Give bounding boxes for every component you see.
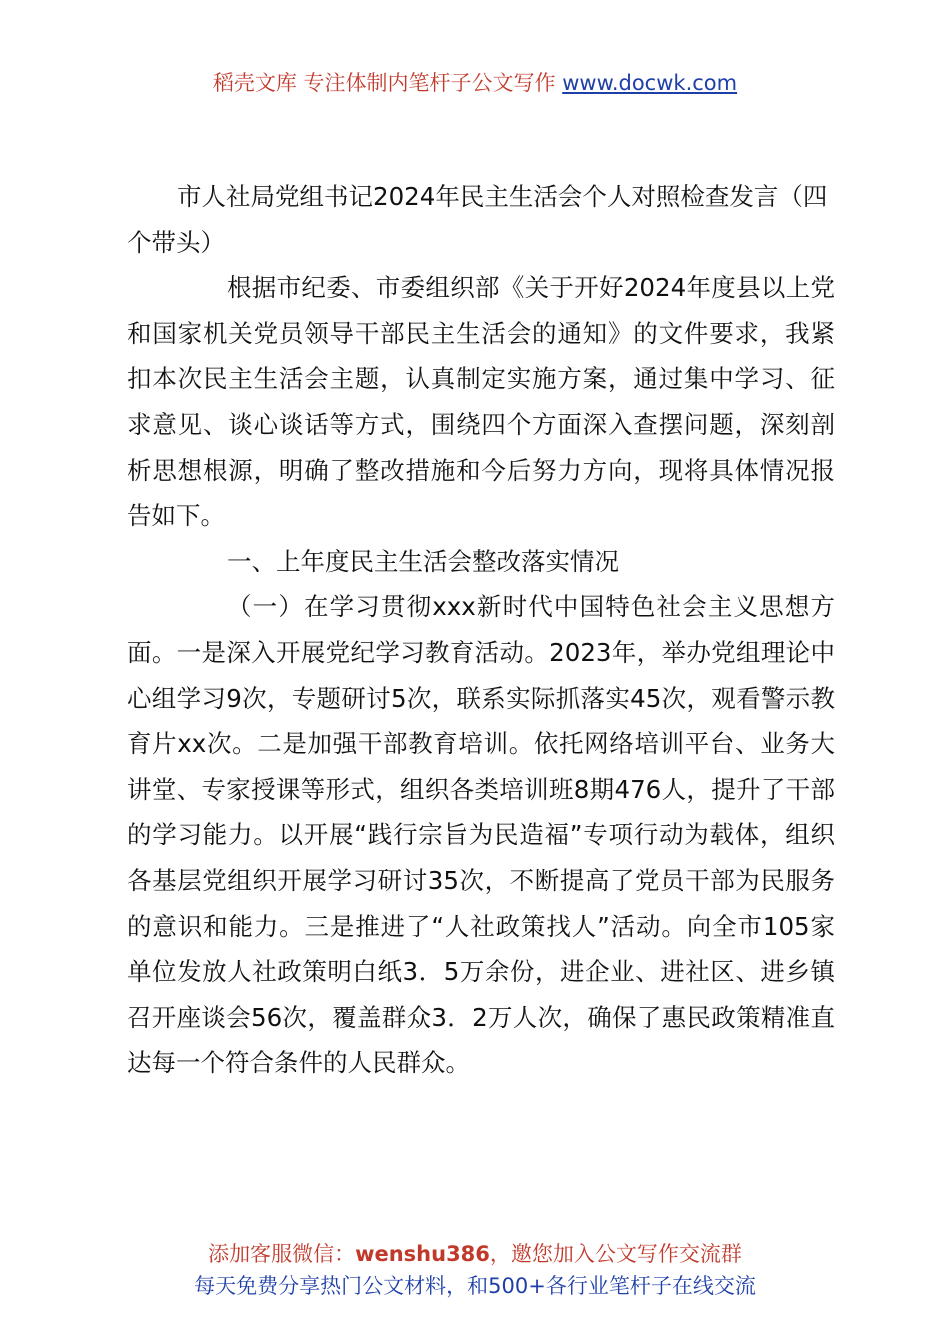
header-url-link[interactable]: www.docwk.com [562, 71, 738, 95]
footer-wechat-id: wenshu386 [355, 1242, 490, 1266]
subsection-paragraph-1: （一）在学习贯彻xxx新时代中国特色社会主义思想方面。一是深入开展党纪学习教育活动。2023年，举办党组理论中心组学习9次，专题研讨5次，联系实际抓落实45次，观看警示教育片xx次。二是加强干部教育培训。依托网络培训平台、业务大讲堂、专家授课等形式，组织各类培训班8期476人，提升了干部的学习能力。以开展“践行宗旨为民造福”专项行动为载体，组织各基层党组织开展学习研讨35次，不断提高了党员干部为民服务的意识和能力。三是推进了“人社政策找人”活动。向全市105家单位发放人社政策明白纸3．5万余份，进企业、进社区、进乡镇召开座谈会56次，覆盖群众3．2万人次，确保了惠民政策精准直达每一个符合条件的人民群众。 [127, 592, 835, 1078]
document-title: 市人社局党组书记2024年民主生活会个人对照检查发言（四个带头） [127, 182, 828, 257]
page-footer [0, 1238, 950, 1302]
section-heading-1: 一、上年度民主生活会整改落实情况 [227, 546, 619, 576]
document-body [127, 174, 835, 1086]
footer-contact-line [0, 1238, 950, 1270]
footer-contact-prefix: 添加客服微信： [208, 1242, 356, 1266]
header-brand-text: 稻壳文库 专注体制内笔杆子公文写作 [212, 71, 563, 95]
intro-paragraph: 根据市纪委、市委组织部《关于开好2024年度县以上党和国家机关党员领导干部民主生活会的通知》的文件要求，我紧扣本次民主生活会主题，认真制定实施方案，通过集中学习、征求意见、谈心谈话等方式，围绕四个方面深入查摆问题，深刻剖析思想根源，明确了整改措施和今后努力方向，现将具体情况报告如下。 [127, 273, 835, 531]
footer-share-line: 每天免费分享热门公文材料，和500+各行业笔杆子在线交流 [194, 1274, 756, 1298]
page-header [0, 68, 950, 98]
footer-contact-suffix: ，邀您加入公文写作交流群 [489, 1242, 742, 1266]
